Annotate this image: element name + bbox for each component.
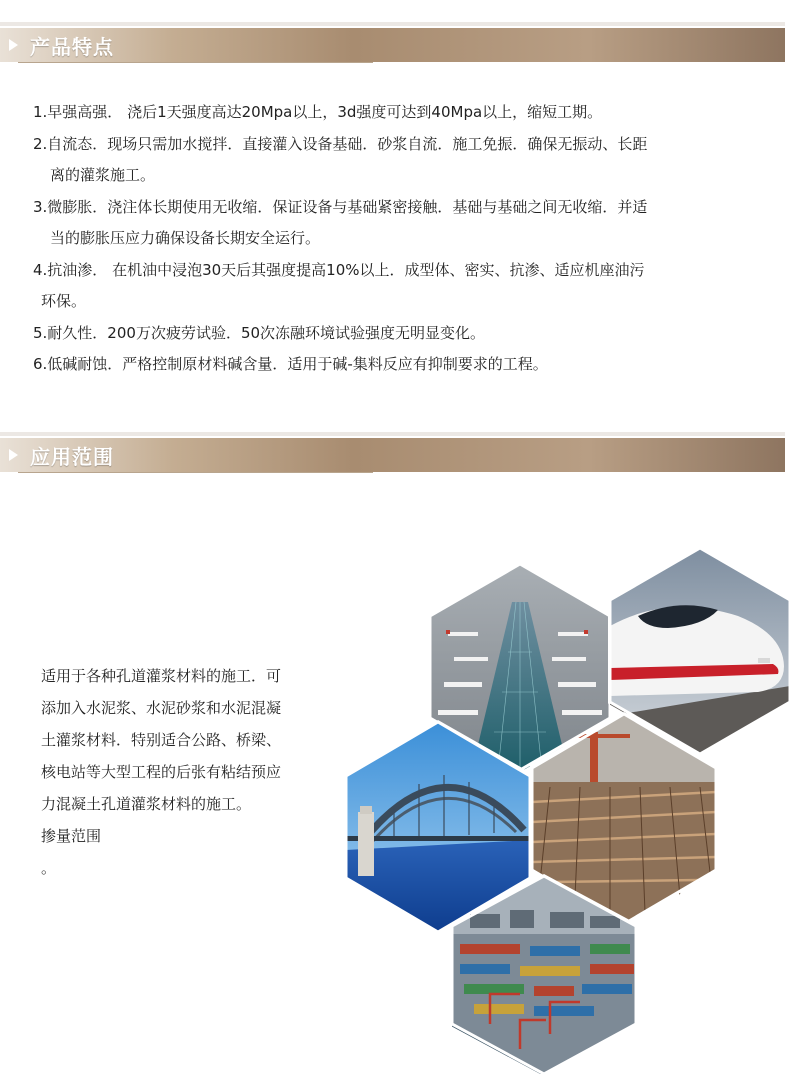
application-line: 力混凝土孔道灌浆材料的施工。 bbox=[41, 795, 252, 813]
feature-item bbox=[33, 255, 753, 318]
feature-text: 6.低碱耐蚀．严格控制原材料碱含量．适用于碱-集料反应有抑制要求的工程。 bbox=[33, 355, 548, 373]
section-title: 应用范围 bbox=[30, 445, 114, 469]
triangle-bullet-icon bbox=[9, 449, 18, 461]
section-header-application bbox=[0, 438, 790, 472]
feature-item bbox=[33, 318, 753, 350]
application-line: 核电站等大型工程的后张有粘结预应 bbox=[41, 763, 282, 781]
section-header-features bbox=[0, 28, 790, 62]
application-line: 掺量范围 bbox=[41, 827, 102, 845]
feature-item bbox=[33, 192, 753, 255]
feature-text-continued: 环保。 bbox=[41, 292, 87, 310]
application-line: 。 bbox=[41, 859, 57, 877]
triangle-bullet-icon bbox=[9, 39, 18, 51]
section-bar-background bbox=[0, 28, 785, 62]
feature-text: 2.自流态．现场只需加水搅拌．直接灌入设备基础．砂浆自流．施工免振．确保无振动、长距 bbox=[33, 134, 648, 153]
section-bar-background bbox=[0, 438, 785, 472]
divider bbox=[18, 62, 373, 63]
application-description bbox=[41, 660, 331, 884]
section-title: 产品特点 bbox=[30, 35, 114, 59]
feature-text-continued: 当的膨胀压应力确保设备长期安全运行。 bbox=[50, 229, 321, 247]
feature-text: 4.抗油渗． 在机油中浸泡30天后其强度提高10%以上．成型体、密实、抗渗、适应机座油污 bbox=[33, 260, 645, 279]
feature-item bbox=[33, 129, 753, 192]
application-line: 添加入水泥浆、水泥砂浆和水泥混凝 bbox=[41, 699, 282, 717]
feature-item bbox=[33, 97, 753, 129]
divider bbox=[0, 432, 785, 436]
divider bbox=[18, 472, 373, 473]
feature-item bbox=[33, 349, 753, 381]
feature-text: 5.耐久性．200万次疲劳试验．50次冻融环境试验强度无明显变化。 bbox=[33, 323, 486, 342]
feature-list bbox=[33, 97, 753, 381]
application-line: 土灌浆材料．特别适合公路、桥梁、 bbox=[41, 731, 282, 749]
feature-text: 3.微膨胀．浇注体长期使用无收缩．保证设备与基础紧密接触．基础与基础之间无收缩．并适 bbox=[33, 197, 648, 216]
divider bbox=[0, 22, 785, 26]
feature-text-continued: 离的灌浆施工。 bbox=[50, 166, 156, 184]
feature-text: 1.早强高强． 浇后1天强度高达20Mpa以上，3d强度可达到40Mpa以上，缩短工期。 bbox=[33, 103, 603, 121]
application-line: 适用于各种孔道灌浆材料的施工．可 bbox=[41, 667, 282, 685]
